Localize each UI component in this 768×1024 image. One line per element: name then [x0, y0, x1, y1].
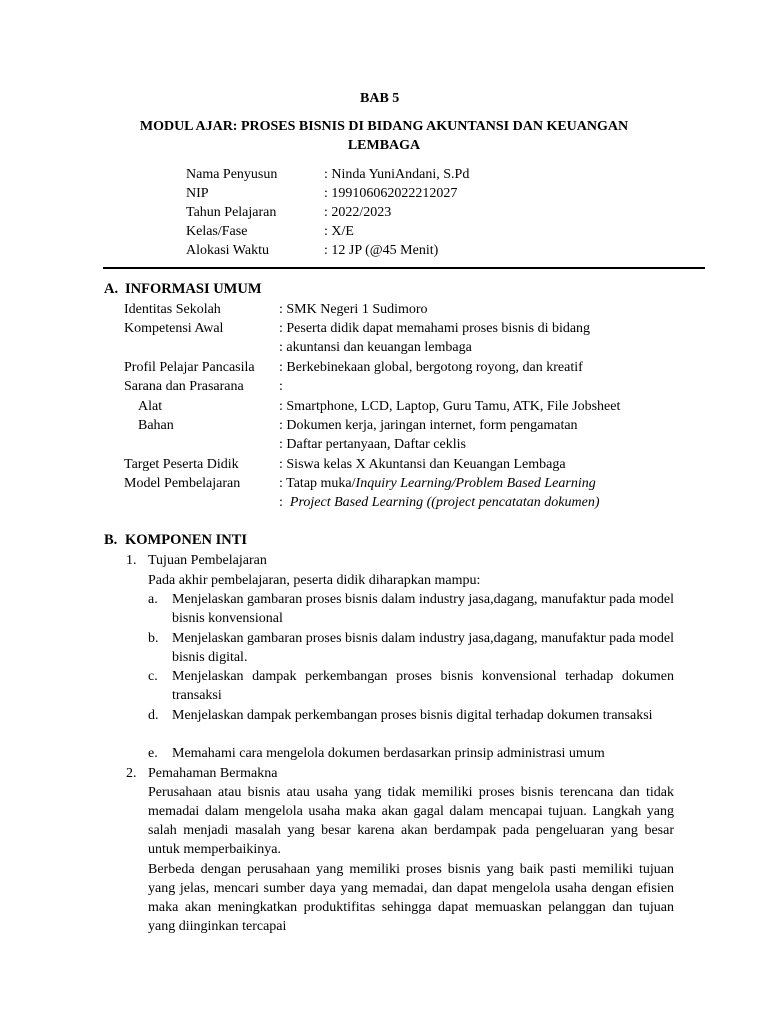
info-label: Sarana dan Prasarana — [124, 379, 244, 394]
chapter-label: BAB 5 — [360, 91, 400, 106]
list-item-letter: d. — [148, 708, 159, 723]
list-item-letter: e. — [148, 746, 158, 761]
info-label: Identitas Sekolah — [124, 302, 221, 317]
meta-label: NIP — [186, 186, 209, 201]
item2-title: Pemahaman Bermakna — [148, 766, 278, 781]
info-label: Alat — [138, 399, 163, 414]
item2-number: 2. — [126, 766, 137, 781]
model2-italic: Project Based Learning ((project pencatatan dokumen) — [289, 495, 600, 510]
info-label: Profil Pelajar Pancasila — [124, 360, 255, 375]
meta-label: Alokasi Waktu — [186, 243, 269, 258]
list-item: Menjelaskan gambaran proses bisnis dalam industry jasa,dagang, manufaktur pada model bisnis digital. — [172, 631, 674, 665]
module-title-line2: LEMBAGA — [347, 138, 421, 153]
meta-value: : Ninda YuniAndani, S.Pd — [324, 167, 470, 182]
meta-label: Nama Penyusun — [186, 167, 278, 182]
info-value: : akuntansi dan keuangan lembaga — [279, 340, 472, 355]
meta-value: : 2022/2023 — [324, 205, 392, 220]
info-label: Model Pembelajaran — [124, 476, 241, 491]
meta-label: Tahun Pelajaran — [186, 205, 277, 220]
info-value: : Peserta didik dapat memahami proses bisnis di bidang — [279, 321, 591, 336]
model-prefix: : Tatap muka/ — [279, 476, 356, 491]
list-item: Menjelaskan dampak perkembangan proses bisnis digital terhadap dokumen transaksi — [172, 708, 653, 723]
section-a-letter: A. — [104, 281, 119, 297]
section-b-heading: KOMPONEN INTI — [125, 532, 248, 548]
info-value — [279, 493, 600, 512]
info-value: : — [279, 379, 283, 394]
info-value: : Daftar pertanyaan, Daftar ceklis — [279, 437, 466, 452]
list-item: Menjelaskan gambaran proses bisnis dalam industry jasa,dagang, manufaktur pada model bisnis konvensional — [172, 592, 674, 626]
meta-value: : 199106062022212027 — [324, 186, 458, 201]
module-title-line1: MODUL AJAR: PROSES BISNIS DI BIDANG AKUNTANSI DAN KEUANGAN — [139, 119, 629, 134]
list-item-letter: c. — [148, 669, 158, 684]
list-item-letter: a. — [148, 592, 158, 607]
item1-title: Tujuan Pembelajaran — [148, 553, 267, 568]
meta-value: : 12 JP (@45 Menit) — [324, 243, 439, 258]
meta-label: Kelas/Fase — [186, 224, 248, 239]
info-value: : Berkebinekaan global, bergotong royong, dan kreatif — [279, 360, 583, 375]
info-value: : Siswa kelas X Akuntansi dan Keuangan Lembaga — [279, 457, 566, 472]
model2-prefix: : — [279, 495, 290, 510]
model-italic: Inquiry Learning/Problem Based Learning — [355, 476, 596, 491]
section-a-heading: INFORMASI UMUM — [125, 281, 262, 297]
info-value — [279, 474, 596, 493]
info-value: : Smartphone, LCD, Laptop, Guru Tamu, ATK, File Jobsheet — [279, 399, 621, 414]
item1-intro: Pada akhir pembelajaran, peserta didik diharapkan mampu: — [148, 573, 481, 588]
info-value: : Dokumen kerja, jaringan internet, form pengamatan — [279, 418, 578, 433]
meaningful-understanding-para2: Berbeda dengan perusahaan yang memiliki proses bisnis yang baik pasti memiliki tujuan yang jelas, mencari sumber daya yang memadai, dan dapat mengelola usaha dengan efisien maka akan meningkatkan produktifitas sehingga dapat memuaskan pelanggan dan tujuan yang diinginkan tercapai — [148, 862, 674, 934]
list-item-letter: b. — [148, 631, 159, 646]
info-label: Bahan — [138, 418, 174, 433]
list-item: Memahami cara mengelola dokumen berdasarkan prinsip administrasi umum — [172, 746, 605, 761]
info-value: : SMK Negeri 1 Sudimoro — [279, 302, 428, 317]
meta-value: : X/E — [324, 224, 354, 239]
list-item: Menjelaskan dampak perkembangan proses bisnis konvensional terhadap dokumen transaksi — [172, 669, 674, 703]
divider-line — [103, 267, 705, 269]
item1-number: 1. — [126, 553, 137, 568]
section-b-letter: B. — [104, 532, 118, 548]
meaningful-understanding-para1: Perusahaan atau bisnis atau usaha yang tidak memiliki proses bisnis terencana dan tidak memadai dalam mengelola usaha maka akan gagal dalam mencapai tujuan. Langkah yang salah menjadi masalah yang besar karena akan berdampak pada pengeluaran yang besar untuk memperbaikinya. — [148, 785, 674, 857]
info-label: Target Peserta Didik — [124, 457, 239, 472]
info-label: Kompetensi Awal — [124, 321, 224, 336]
